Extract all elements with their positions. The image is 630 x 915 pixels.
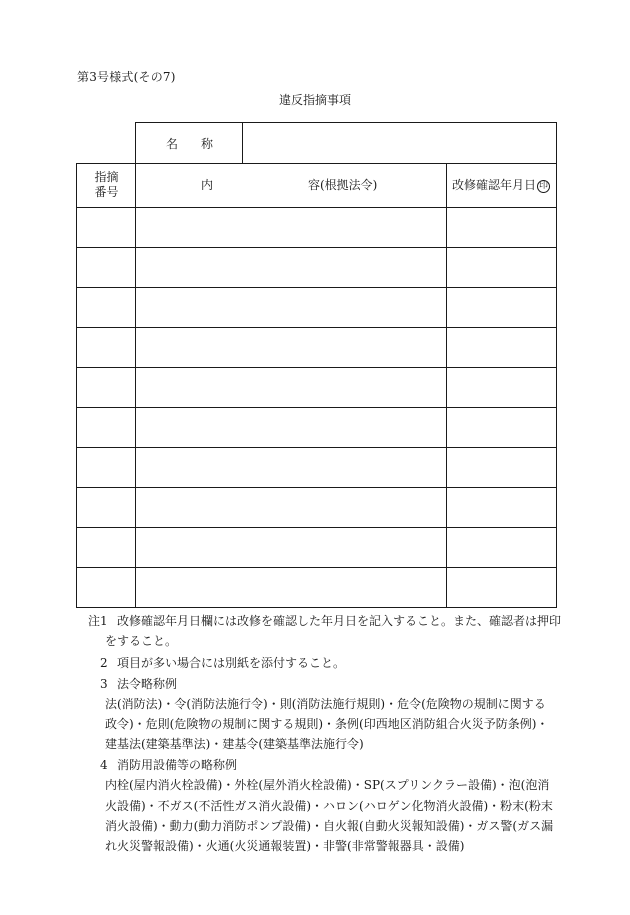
note-4-line-4: れ火災警報設備)・火通(火災通報装置)・非警(非常警報器具・設備) [105, 839, 465, 853]
note-2-label: 2 [100, 656, 108, 670]
note-3-title: 法令略称例 [117, 677, 178, 691]
note-3-line-1: 法(消防法)・令(消防法施行令)・則(消防法施行規則)・危令(危険物の規制に関する [105, 697, 546, 711]
note-1-line-2: をすること。 [105, 634, 178, 648]
note-4-line-1: 内栓(屋内消火栓設備)・外栓(屋外消火栓設備)・SP(スプリンクラー設備)・泡(泡消 [105, 778, 550, 792]
note-1-label: 注1 [88, 614, 108, 628]
note-1-line-1: 改修確認年月日欄には改修を確認した年月日を記入すること。また、確認者は押印 [117, 614, 562, 628]
column-header-number-line2: 番号 [94, 185, 119, 199]
column-header-number-line1: 指摘 [94, 170, 119, 184]
note-3-line-3: 建基法(建築基準法)・建基令(建築基準法施行令) [105, 737, 364, 751]
note-4-title: 消防用設備等の略称例 [117, 758, 238, 772]
note-2-text: 項目が多い場合には別紙を添付すること。 [117, 656, 346, 670]
column-header-content-rest: 容(根拠法令) [308, 178, 378, 192]
note-4-label: 4 [100, 758, 108, 772]
column-header-date-label: 改修確認年月日 [451, 178, 536, 192]
name-label-char-1: 名 [166, 137, 179, 151]
note-4-line-2: 火設備)・不ガス(不活性ガス消火設備)・ハロン(ハロゲン化物消火設備)・粉末(粉末 [105, 799, 553, 813]
form-number: 第3号様式(その7) [77, 70, 176, 84]
note-3-label: 3 [100, 677, 108, 691]
document-title: 違反指摘事項 [278, 93, 351, 107]
note-4-line-3: 消火設備)・動力(動力消防ポンプ設備)・自火報(自動火災報知設備)・ガス警(ガス漏 [105, 819, 554, 833]
note-3-line-2: 政令)・危則(危険物の規制に関する規則)・条例(印西地区消防組合火災予防条例)・ [105, 717, 549, 731]
seal-mark-icon: 印 [538, 181, 548, 191]
column-header-content-char: 内 [201, 178, 214, 192]
name-label-char-2: 称 [201, 137, 214, 151]
